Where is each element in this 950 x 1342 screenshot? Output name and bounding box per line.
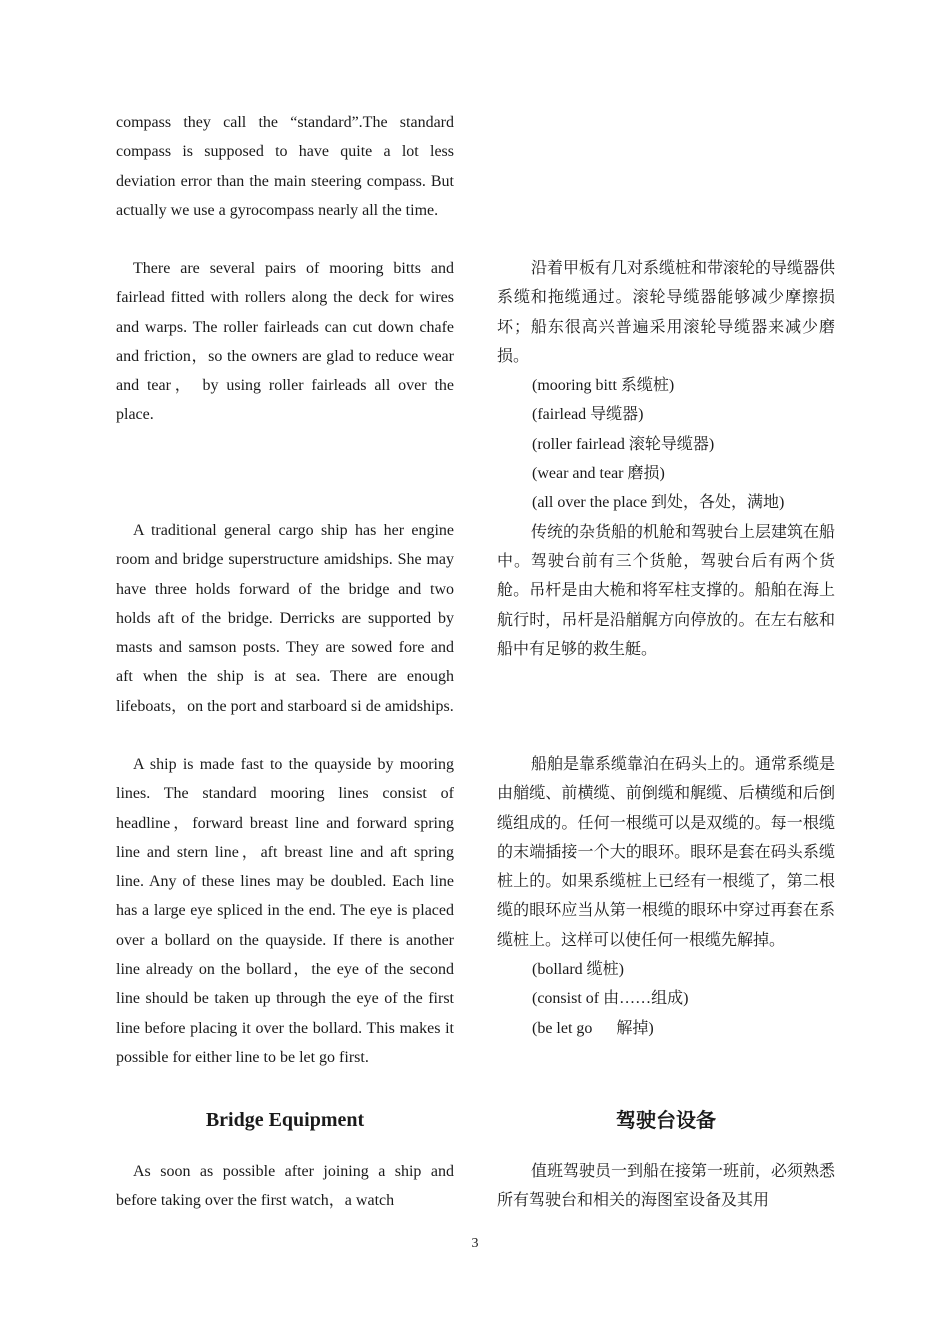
zh-gloss-bollard: (bollard 缆桩) bbox=[532, 961, 624, 979]
zh-gloss-wear-and-tear: (wear and tear 磨损) bbox=[532, 465, 665, 483]
en-paragraph-watch bbox=[116, 1157, 454, 1216]
zh-text-cargo-ship: 传统的杂货船的机舱和驾驶台上层建筑在船中。驾驶台前有三个货舱，驾驶台后有两个货舱。吊杆是由大桅和将军柱支撑的。船舶在海上航行时，吊杆是沿艏艉方向停放的。在左右舷和船中有足够的救生艇。 bbox=[497, 523, 836, 658]
zh-text-mooring-lines: 船舶是靠系缆靠泊在码头上的。通常系缆是由艏缆、前横缆、前倒缆和艉缆、后横缆和后倒缆组成的。任何一根缆可以是双缆的。每一根缆的末端插接一个大的眼环。眼环是套在码头系缆桩上的。如果系缆桩上已经有一根缆了，第二根缆的眼环应当从第一根缆的眼环中穿过再套在系缆桩上。这样可以使任何一根缆先解掉。 bbox=[497, 756, 836, 949]
zh-text-mooring-bitts: 沿着甲板有几对系缆桩和带滚轮的导缆器供系缆和拖缆通过。滚轮导缆器能够减少摩擦损坏；船东很高兴普遍采用滚轮导缆器来减少磨损。 bbox=[497, 260, 836, 365]
en-text-watch: As soon as possible after joining a ship and before taking over the first watch，a watch bbox=[116, 1163, 454, 1210]
zh-gloss-consist-of: (consist of 由……组成) bbox=[532, 990, 689, 1008]
zh-text-watch: 值班驾驶员一到船在接第一班前，必须熟悉所有驾驶台和相关的海图室设备及其用 bbox=[497, 1163, 836, 1210]
en-text-cargo-ship: A traditional general cargo ship has her engine room and bridge superstructure amidships. She may have three holds forward of the bridge and two holds aft of the bridge. Derricks are supported by masts and samson posts. They are sowed fore and aft when the ship is at sea. There are enough lifeboats，on the port and starboard si de amidships. bbox=[116, 522, 454, 715]
zh-paragraph-mooring-bitts bbox=[497, 254, 835, 664]
en-text-compass: compass they call the “standard”.The standard compass is supposed to have quite a lot less deviation error than the main steering compass. But actually we use a gyrocompass nearly all the time. bbox=[116, 114, 454, 219]
en-text-mooring-lines: A ship is made fast to the quayside by mooring lines. The standard mooring lines consist of headline，forward breast line and forward spring line and stern line，aft breast line and aft spring line. Any of these lines may be doubled. Each line has a large eye spliced in the end. The eye is placed over a bollard on the quayside. If there is another line already on the bollard，the eye of the second line should be taken up through the eye of the first line before placing it over the bollard. This makes it possible for either line to be let go first. bbox=[116, 756, 454, 1066]
zh-paragraph-mooring-lines bbox=[497, 750, 835, 1043]
en-paragraph-cargo-ship bbox=[116, 516, 454, 721]
zh-gloss-fairlead: (fairlead 导缆器) bbox=[532, 406, 644, 424]
en-paragraph-mooring-bitts bbox=[116, 254, 454, 430]
en-heading-bridge-equipment: Bridge Equipment bbox=[205, 1109, 365, 1131]
page-number: 3 bbox=[471, 1236, 479, 1251]
zh-paragraph-watch bbox=[497, 1157, 835, 1216]
zh-gloss-be-let-go: (be let go 解掉) bbox=[532, 1019, 654, 1037]
en-paragraph-compass bbox=[116, 108, 454, 225]
zh-heading-bridge-equipment: 驾驶台设备 bbox=[616, 1108, 716, 1132]
zh-gloss-all-over-the-place: (all over the place 到处，各处，满地) bbox=[532, 494, 785, 512]
zh-gloss-roller-fairlead: (roller fairlead 滚轮导缆器) bbox=[532, 435, 715, 453]
en-text-mooring-bitts: There are several pairs of mooring bitts and fairlead fitted with rollers along the deck for wires and warps. The roller fairleads can cut down chafe and friction，so the owners are glad to reduce wear and tear， by using roller fairleads all over the place. bbox=[116, 260, 454, 424]
zh-gloss-mooring-bitt: (mooring bitt 系缆桩) bbox=[532, 377, 675, 395]
en-paragraph-mooring-lines bbox=[116, 750, 454, 1072]
